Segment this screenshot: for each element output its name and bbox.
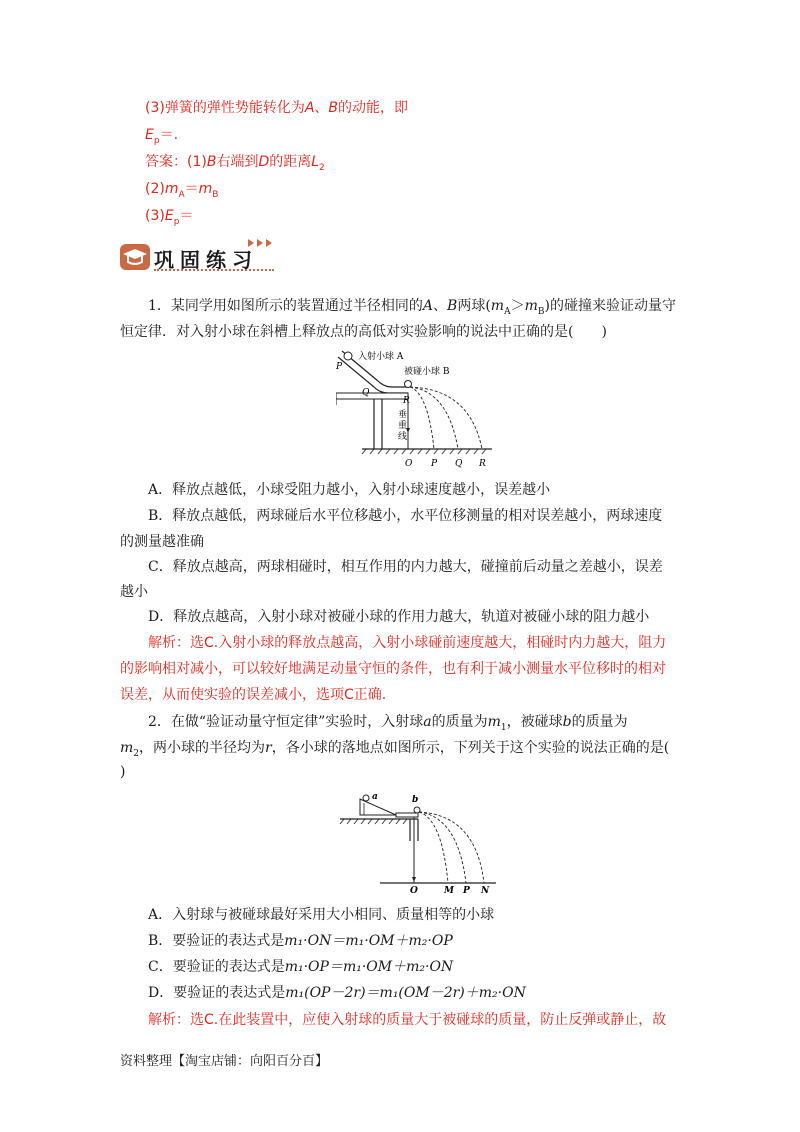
answer-text: 右端到 — [216, 154, 259, 170]
title-underline — [154, 269, 274, 271]
var-b: B — [206, 154, 217, 170]
q2-stem-line-2 — [120, 738, 669, 764]
label-plumb-1: 垂 — [398, 410, 408, 420]
label-plumb-2: 重 — [398, 421, 408, 431]
q1-stem-line-2: 恒定律．对入射小球在斜槽上释放点的高低对实验影响的说法中正确的是( ) — [120, 324, 607, 340]
option-text: C．要验证的表达式是 — [148, 959, 285, 975]
subscript: 2 — [133, 748, 140, 759]
section-banner — [120, 238, 275, 274]
answer-text: (3) — [145, 208, 165, 224]
separator: 、 — [433, 298, 448, 314]
label-n: N — [481, 886, 490, 895]
section-title: 巩固练习 — [154, 248, 258, 272]
label-plumb-3: 线 — [398, 432, 408, 442]
q2-figure — [338, 785, 498, 895]
label-m: M — [444, 886, 454, 895]
answer-text: ＝. — [159, 127, 179, 143]
subscript: 1 — [500, 722, 507, 733]
label-q-top: Q — [362, 388, 370, 398]
q1-explanation-line-2: 的影响相对减小，可以较好地满足动量守恒的条件，也有利于减小测量水平位移时的相对 — [120, 661, 666, 677]
label-a: a — [372, 792, 378, 802]
arrows-icon — [248, 238, 274, 248]
stem-text: ，被碰球 — [506, 714, 563, 730]
equals: ＝ — [184, 181, 199, 197]
var-d: D — [258, 154, 270, 170]
separator: 、 — [314, 100, 329, 116]
var-m: m — [487, 714, 501, 730]
option-expression: m₁(OP－2r)＝m₁(OM－2r)＋m₂·ON — [285, 985, 526, 1001]
subscript: B — [212, 189, 219, 200]
answer-line-2 — [145, 125, 178, 151]
stem-text: 1．某同学用如图所示的装置通过半径相同的 — [148, 298, 423, 314]
label-p: P — [431, 459, 438, 469]
var-a: A — [304, 100, 315, 116]
stem-text: 的质量为 — [571, 714, 628, 730]
q1-stem-line-1 — [148, 296, 676, 322]
q2-option-c — [148, 957, 453, 977]
stem-text: ，各小球的落地点如图所示，下列关于这个实验的说法正确的是( — [271, 740, 670, 756]
var-m: m — [164, 181, 179, 197]
var-b: B — [328, 100, 339, 116]
option-expression: m₁·ON＝m₁·OM＋m₂·OP — [284, 933, 453, 949]
label-r-top: R — [403, 396, 410, 406]
q2-explanation-line-1: 解析：选C.在此装置中，应使入射球的质量大于被碰球的质量，防止反弹或静止，故 — [148, 1012, 667, 1028]
q1-option-d: D．释放点越高，入射小球对被碰小球的作用力越大，轨道对被碰小球的阻力越小 — [148, 609, 650, 625]
answer-line-3 — [145, 152, 325, 178]
q1-option-a: A．释放点越低，小球受阻力越小，入射小球速度越小，误差越小 — [148, 482, 551, 498]
var-e: E — [145, 127, 154, 143]
q2-option-d — [148, 983, 526, 1003]
stem-text: 两球( — [457, 298, 491, 314]
q1-explanation-line-3: 误差，从而使实验的误差减小，选项C正确. — [120, 687, 387, 703]
answer-line-4 — [145, 179, 218, 205]
answer-text: (3)弹簧的弹性势能转化为 — [145, 100, 305, 116]
option-text: D．要验证的表达式是 — [148, 985, 286, 1001]
q1-option-b-line-1: B．释放点越低，两球碰后水平位移越小，水平位移测量的相对误差越小，两球速度 — [148, 508, 663, 524]
q2-stem-line-3: ) — [120, 764, 126, 780]
var-l: L — [311, 154, 320, 170]
label-ball-a: 入射小球 A — [358, 352, 404, 362]
q1-option-c-line-1: C．释放点越高，两球相碰时，相互作用的内力越大，碰撞前后动量之差越小，误差 — [148, 559, 663, 575]
answer-text: 的动能，即 — [338, 100, 409, 116]
answer-line-1 — [145, 98, 408, 118]
greater-than: ＞ — [510, 298, 525, 314]
option-text: B．要验证的表达式是 — [148, 933, 285, 949]
label-o: O — [410, 886, 418, 895]
var-b: b — [562, 714, 572, 730]
graduation-cap-icon — [120, 244, 150, 270]
stem-text: ，两小球的半径均为 — [139, 740, 266, 756]
q1-explanation-line-1: 解析：选C.入射小球的释放点越高，入射小球碰前速度越大，相碰时内力越大，阻力 — [148, 635, 667, 651]
label-r: R — [479, 459, 486, 469]
var-m: m — [120, 740, 134, 756]
subscript: 2 — [319, 162, 325, 173]
label-b: b — [412, 795, 419, 805]
var-b: B — [447, 298, 458, 314]
page-footer: 资料整理【淘宝店铺：向阳百分百】 — [120, 1054, 329, 1069]
var-m: m — [490, 298, 505, 314]
label-q: Q — [455, 459, 463, 469]
label-p-top: P — [336, 362, 343, 372]
answer-label: 答案：(1) — [145, 154, 207, 170]
equals: ＝ — [179, 208, 194, 224]
q1-option-b-line-2: 的测量越准确 — [120, 534, 204, 550]
label-ball-b: 被碰小球 B — [404, 367, 450, 377]
q2-option-a: A．入射球与被碰球最好采用大小相同、质量相等的小球 — [148, 907, 495, 923]
subscript: B — [537, 306, 545, 317]
var-a: A — [422, 298, 434, 314]
q1-option-c-line-2: 越小 — [120, 584, 148, 600]
q1-figure — [336, 345, 496, 473]
subscript: A — [504, 306, 511, 317]
var-e: E — [164, 208, 174, 224]
label-p: P — [463, 886, 470, 895]
option-expression: m₁·OP＝m₁·OM＋m₂·ON — [284, 959, 454, 975]
stem-text: )的碰撞来验证动量守 — [544, 298, 676, 314]
answer-text: 的距离 — [269, 154, 312, 170]
label-o: O — [405, 459, 413, 469]
var-m: m — [198, 181, 213, 197]
subscript: p — [173, 216, 180, 227]
var-a: a — [423, 714, 432, 730]
q2-stem-line-1 — [148, 712, 628, 738]
q2-option-b — [148, 931, 453, 951]
subscript: p — [153, 135, 160, 146]
answer-text: (2) — [145, 181, 165, 197]
var-m: m — [524, 298, 538, 314]
stem-text: 的质量为 — [431, 714, 488, 730]
subscript: A — [178, 189, 185, 200]
stem-text: 2．在做“验证动量守恒定律”实验时，入射球 — [148, 714, 424, 730]
answer-line-5 — [145, 206, 193, 232]
var-r: r — [265, 740, 272, 756]
